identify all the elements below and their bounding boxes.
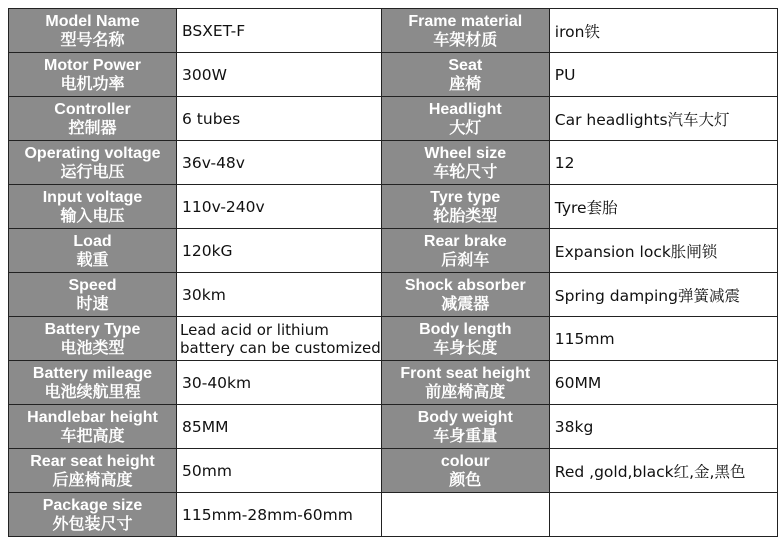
spec-label-zh: 载重	[76, 251, 109, 269]
spec-label-zh: 电机功率	[60, 75, 125, 93]
table-row	[9, 317, 778, 361]
spec-label-zh: 大灯	[449, 119, 482, 137]
spec-value: 120kG	[177, 229, 382, 273]
spec-label-en: colour	[440, 452, 490, 470]
table-row	[9, 273, 778, 317]
spec-label	[381, 9, 549, 53]
spec-label	[381, 317, 549, 361]
spec-value: 12	[549, 141, 777, 185]
spec-label-en: Seat	[448, 56, 483, 74]
spec-label-zh: 减震器	[441, 295, 490, 313]
spec-label-en: Input voltage	[42, 188, 143, 206]
spec-label	[381, 97, 549, 141]
spec-label-zh: 车身重量	[433, 427, 498, 445]
spec-label	[9, 273, 177, 317]
empty-cell	[381, 493, 549, 537]
spec-value: PU	[549, 53, 777, 97]
spec-label	[381, 361, 549, 405]
spec-label	[9, 361, 177, 405]
spec-value	[177, 317, 382, 361]
spec-label-en: Battery mileage	[32, 364, 153, 382]
spec-label-en: Headlight	[428, 100, 502, 118]
spec-label-en: Frame material	[408, 12, 523, 30]
spec-value: 60MM	[549, 361, 777, 405]
spec-value: 115mm	[549, 317, 777, 361]
spec-label-zh: 车轮尺寸	[433, 163, 498, 181]
spec-label-en: Body length	[419, 320, 512, 338]
table-row	[9, 53, 778, 97]
spec-label-zh: 运行电压	[60, 163, 125, 181]
spec-label	[381, 53, 549, 97]
table-row	[9, 493, 778, 537]
spec-label-en: Rear brake	[423, 232, 507, 250]
spec-label	[9, 9, 177, 53]
table-row	[9, 141, 778, 185]
table-row	[9, 9, 778, 53]
spec-label	[9, 405, 177, 449]
spec-label-zh: 颜色	[449, 471, 482, 489]
spec-label-en: Motor Power	[44, 56, 141, 74]
spec-label-en: Package size	[42, 496, 143, 514]
spec-label-zh: 控制器	[68, 119, 117, 137]
table-row	[9, 229, 778, 273]
spec-label-zh: 车把高度	[60, 427, 125, 445]
spec-value: 30km	[177, 273, 382, 317]
spec-label	[9, 493, 177, 537]
spec-label-zh: 输入电压	[60, 207, 125, 225]
table-row	[9, 449, 778, 493]
spec-label-zh: 时速	[76, 295, 109, 313]
spec-label-zh: 座椅	[449, 75, 482, 93]
spec-label-en: Shock absorber	[404, 276, 526, 294]
spec-label	[381, 273, 549, 317]
spec-value: Red ,gold,black红,金,黑色	[549, 449, 777, 493]
spec-value: 36v-48v	[177, 141, 382, 185]
spec-label-zh: 型号名称	[60, 31, 125, 49]
spec-label	[381, 185, 549, 229]
spec-label	[9, 53, 177, 97]
spec-label-zh: 车架材质	[433, 31, 498, 49]
spec-label	[381, 229, 549, 273]
spec-label-en: Handlebar height	[27, 408, 158, 426]
spec-label-en: Rear seat height	[30, 452, 155, 470]
spec-label-en: Battery Type	[44, 320, 141, 338]
spec-label	[9, 317, 177, 361]
spec-label	[9, 449, 177, 493]
spec-value: Car headlights汽车大灯	[549, 97, 777, 141]
spec-value: Tyre套胎	[549, 185, 777, 229]
spec-label-zh: 后刹车	[441, 251, 490, 269]
spec-value: Expansion lock胀闸锁	[549, 229, 777, 273]
spec-label-en: Model Name	[45, 12, 140, 30]
empty-cell	[549, 493, 777, 537]
table-row	[9, 361, 778, 405]
spec-value: 110v-240v	[177, 185, 382, 229]
spec-label-zh: 电池续航里程	[44, 383, 141, 401]
spec-label-zh: 外包装尺寸	[52, 515, 133, 533]
spec-label-zh: 轮胎类型	[433, 207, 498, 225]
spec-table	[8, 8, 778, 537]
spec-label	[381, 405, 549, 449]
spec-value: 85MM	[177, 405, 382, 449]
spec-value: 6 tubes	[177, 97, 382, 141]
spec-value: BSXET-F	[177, 9, 382, 53]
spec-label-en: Operating voltage	[24, 144, 161, 162]
table-row	[9, 405, 778, 449]
spec-label-en: Load	[73, 232, 112, 250]
spec-value: 50mm	[177, 449, 382, 493]
spec-label-zh: 车身长度	[433, 339, 498, 357]
spec-value-line: Lead acid or lithium	[180, 320, 329, 339]
spec-value: Spring damping弹簧减震	[549, 273, 777, 317]
spec-value: 300W	[177, 53, 382, 97]
spec-label	[381, 141, 549, 185]
spec-label-en: Speed	[68, 276, 117, 294]
spec-label	[381, 449, 549, 493]
spec-label	[9, 229, 177, 273]
spec-value: 38kg	[549, 405, 777, 449]
spec-value: 115mm-28mm-60mm	[177, 493, 382, 537]
table-row	[9, 97, 778, 141]
spec-label	[9, 97, 177, 141]
spec-label-en: Front seat height	[400, 364, 531, 382]
spec-label	[9, 185, 177, 229]
spec-label-en: Wheel size	[424, 144, 507, 162]
table-row	[9, 185, 778, 229]
spec-value-line: battery can be customized	[180, 338, 381, 357]
spec-value: 30-40km	[177, 361, 382, 405]
spec-label-en: Body weight	[417, 408, 513, 426]
spec-label-en: Controller	[54, 100, 131, 118]
spec-value: iron铁	[549, 9, 777, 53]
spec-label-zh: 前座椅高度	[425, 383, 506, 401]
spec-label-zh: 电池类型	[60, 339, 125, 357]
spec-label-zh: 后座椅高度	[52, 471, 133, 489]
spec-label-en: Tyre type	[430, 188, 501, 206]
spec-label	[9, 141, 177, 185]
